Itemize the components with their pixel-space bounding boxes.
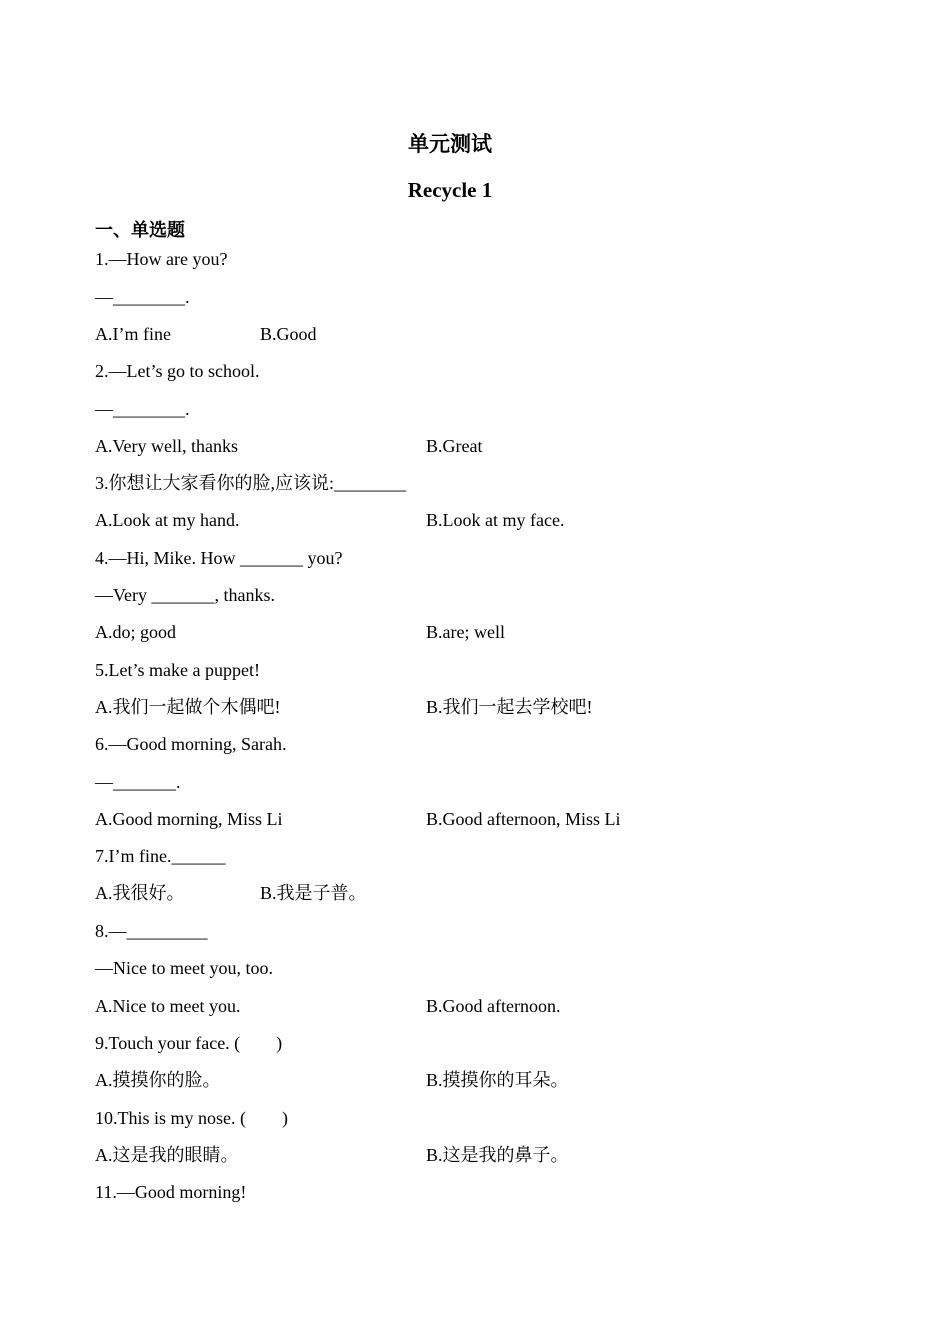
question-9-option-a: A.摸摸你的脸。 <box>95 1070 221 1090</box>
question-10-stem: 10.This is my nose. ( ) <box>95 1108 288 1128</box>
section-title: 一、单选题 <box>95 220 185 240</box>
question-4-option-b: B.are; well <box>426 622 505 642</box>
question-7-option-b: B.我是子普。 <box>260 883 367 903</box>
question-9-option-b: B.摸摸你的耳朵。 <box>426 1070 569 1090</box>
question-1-stem: 1.—How are you? <box>95 249 228 269</box>
question-7-option-a: A.我很好。 <box>95 883 185 903</box>
question-5-option-b: B.我们一起去学校吧! <box>426 697 593 717</box>
question-2-option-a: A.Very well, thanks <box>95 436 238 456</box>
question-4-option-a: A.do; good <box>95 622 176 642</box>
question-8-option-b: B.Good afternoon. <box>426 996 561 1016</box>
question-1-answer-blank: —________. <box>95 287 190 307</box>
question-4-stem: 4.—Hi, Mike. How _______ you? <box>95 548 343 568</box>
question-5-stem: 5.Let’s make a puppet! <box>95 660 260 680</box>
question-2-stem: 2.—Let’s go to school. <box>95 361 260 381</box>
question-10-option-b: B.这是我的鼻子。 <box>426 1145 569 1165</box>
question-1-option-b: B.Good <box>260 324 317 344</box>
question-1-option-a: A.I’m fine <box>95 324 171 344</box>
question-11-stem: 11.—Good morning! <box>95 1182 247 1202</box>
question-8-stem: 8.—_________ <box>95 921 208 941</box>
question-3-stem: 3.你想让大家看你的脸,应该说:________ <box>95 473 406 493</box>
page-subtitle: Recycle 1 <box>407 178 493 202</box>
question-7-stem: 7.I’m fine.______ <box>95 846 226 866</box>
question-4-reply: —Very _______, thanks. <box>95 585 275 605</box>
question-3-option-a: A.Look at my hand. <box>95 510 240 530</box>
question-5-option-a: A.我们一起做个木偶吧! <box>95 697 281 717</box>
question-8-reply: —Nice to meet you, too. <box>95 958 273 978</box>
question-6-answer-blank: —_______. <box>95 772 181 792</box>
question-9-stem: 9.Touch your face. ( ) <box>95 1033 283 1053</box>
question-2-answer-blank: —________. <box>95 399 190 419</box>
question-10-option-a: A.这是我的眼睛。 <box>95 1145 239 1165</box>
page-title: 单元测试 <box>408 132 492 156</box>
question-6-option-a: A.Good morning, Miss Li <box>95 809 283 829</box>
question-2-option-b: B.Great <box>426 436 483 456</box>
question-6-option-b: B.Good afternoon, Miss Li <box>426 809 621 829</box>
question-6-stem: 6.—Good morning, Sarah. <box>95 734 287 754</box>
question-8-option-a: A.Nice to meet you. <box>95 996 241 1016</box>
question-3-option-b: B.Look at my face. <box>426 510 565 530</box>
